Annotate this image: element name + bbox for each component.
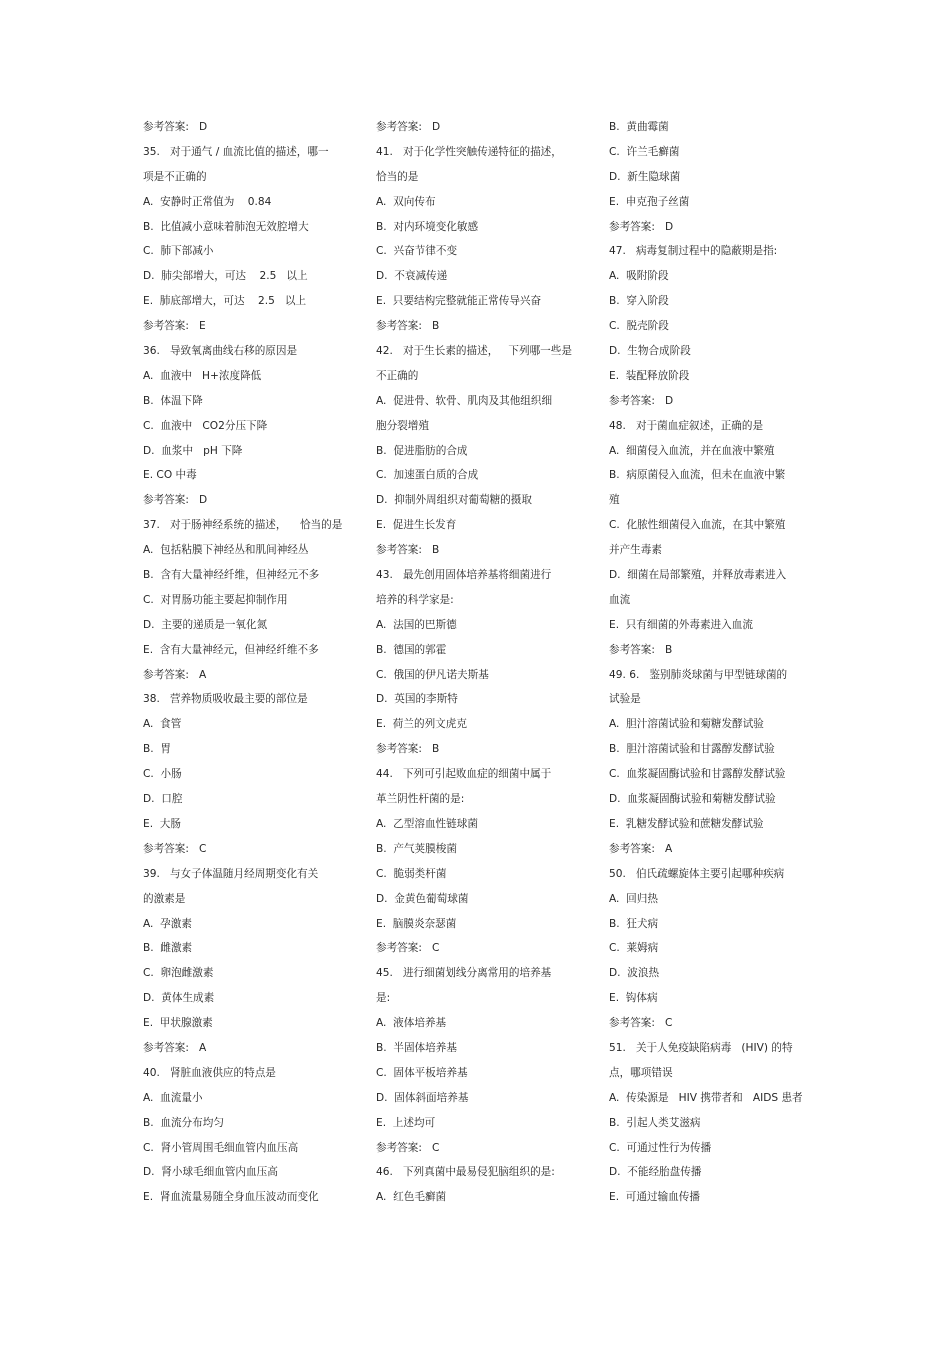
text-line: C. 俄国的伊凡诺夫斯基 bbox=[376, 668, 489, 681]
text-line: D. 生物合成阶段 bbox=[609, 345, 691, 358]
text-line: E. 钩体病 bbox=[609, 992, 658, 1005]
text-line: 38. 营养物质吸收最主要的部位是 bbox=[143, 693, 308, 706]
text-line: B. 胃 bbox=[143, 743, 171, 756]
text-line: A. 血液中 H+浓度降低 bbox=[143, 369, 262, 382]
text-line: E. 脑膜炎奈瑟菌 bbox=[376, 917, 457, 930]
text-line: B. 雌激素 bbox=[143, 942, 193, 955]
text-line: B. 胆汁溶菌试验和甘露醇发酵试验 bbox=[609, 743, 775, 756]
text-column-left bbox=[143, 117, 368, 1212]
text-line: 血流 bbox=[609, 593, 631, 606]
text-line: 参考答案: B bbox=[376, 320, 440, 333]
text-line: C. 卵泡雌激素 bbox=[143, 967, 214, 980]
text-line: 胞分裂增殖 bbox=[376, 419, 429, 432]
text-line: E. 荷兰的列文虎克 bbox=[376, 718, 467, 731]
text-line: 革兰阴性杆菌的是: bbox=[376, 793, 465, 806]
text-line: 殖 bbox=[609, 494, 620, 507]
text-line: 参考答案: D bbox=[609, 394, 674, 407]
text-line: 36. 导致氧离曲线右移的原因是 bbox=[143, 345, 298, 358]
text-line: E. 大肠 bbox=[143, 817, 181, 830]
text-line: 参考答案: A bbox=[143, 1041, 207, 1054]
text-line: A. 胆汁溶菌试验和菊糖发酵试验 bbox=[609, 718, 764, 731]
text-line: 点，哪项错误 bbox=[609, 1066, 673, 1079]
text-line: 参考答案: C bbox=[143, 842, 207, 855]
text-line: E. 装配释放阶段 bbox=[609, 369, 690, 382]
text-line: B. 穿入阶段 bbox=[609, 295, 669, 308]
text-line: B. 病原菌侵入血流，但未在血液中繁 bbox=[609, 469, 786, 482]
text-line: 42. 对于生长素的描述， 下列哪一些是 bbox=[376, 345, 572, 358]
text-line: 试验是 bbox=[609, 693, 641, 706]
text-line: 47. 病毒复制过程中的隐蔽期是指: bbox=[609, 245, 778, 258]
text-line: 参考答案: D bbox=[609, 220, 674, 233]
text-column-right bbox=[609, 117, 809, 1212]
text-line: A. 安静时正常值为 0.84 bbox=[143, 195, 272, 208]
text-line: B. 含有大量神经纤维，但神经元不多 bbox=[143, 569, 320, 582]
text-line: A. 红色毛癣菌 bbox=[376, 1191, 447, 1204]
text-line: D. 不衰减传递 bbox=[376, 270, 448, 283]
text-line: B. 血流分布均匀 bbox=[143, 1116, 224, 1129]
text-line: 参考答案: C bbox=[609, 1017, 673, 1030]
text-line: A. 吸附阶段 bbox=[609, 270, 669, 283]
text-line: B. 产气荚膜梭菌 bbox=[376, 842, 457, 855]
text-line: E. 可通过输血传播 bbox=[609, 1191, 700, 1204]
text-line: B. 对内环境变化敏感 bbox=[376, 220, 479, 233]
text-line: C. 可通过性行为传播 bbox=[609, 1141, 712, 1154]
text-line: A. 乙型溶血性链球菌 bbox=[376, 817, 478, 830]
text-line: D. 抑制外周组织对葡萄糖的摄取 bbox=[376, 494, 532, 507]
text-line: C. 固体平板培养基 bbox=[376, 1066, 468, 1079]
text-line: 51. 关于人免疫缺陷病毒 (HIV) 的特 bbox=[609, 1041, 793, 1054]
text-line: A. 孕激素 bbox=[143, 917, 192, 930]
text-line: 项是不正确的 bbox=[143, 170, 207, 183]
text-line: 并产生毒素 bbox=[609, 544, 662, 557]
text-line: 41. 对于化学性突触传递特征的描述， bbox=[376, 145, 562, 158]
text-line: E. 乳糖发酵试验和蔗糖发酵试验 bbox=[609, 817, 764, 830]
text-line: 参考答案: C bbox=[376, 1141, 440, 1154]
text-line: E. 肾血流量易随全身血压波动而变化 bbox=[143, 1191, 319, 1204]
text-line: D. 口腔 bbox=[143, 793, 183, 806]
text-line: C. 化脓性细菌侵入血流，在其中繁殖 bbox=[609, 519, 786, 532]
text-line: 是: bbox=[376, 992, 391, 1005]
text-line: 参考答案: C bbox=[376, 942, 440, 955]
text-line: B. 德国的郭霍 bbox=[376, 643, 447, 656]
text-line: 37. 对于肠神经系统的描述， 恰当的是 bbox=[143, 519, 343, 532]
text-line: 的激素是 bbox=[143, 892, 186, 905]
text-line: C. 莱姆病 bbox=[609, 942, 659, 955]
text-line: D. 肺尖部增大，可达 2.5 以上 bbox=[143, 270, 308, 283]
text-line: E. CO 中毒 bbox=[143, 469, 197, 482]
text-line: A. 促进骨、软骨、肌肉及其他组织细 bbox=[376, 394, 553, 407]
text-line: C. 肺下部减小 bbox=[143, 245, 214, 258]
text-column-middle bbox=[376, 117, 601, 1212]
text-line: D. 金黄色葡萄球菌 bbox=[376, 892, 469, 905]
text-line: D. 细菌在局部繁殖，并释放毒素进入 bbox=[609, 569, 787, 582]
text-line: E. 申克孢子丝菌 bbox=[609, 195, 690, 208]
text-line: D. 黄体生成素 bbox=[143, 992, 215, 1005]
text-line: 40. 肾脏血液供应的特点是 bbox=[143, 1066, 276, 1079]
text-line: A. 双向传布 bbox=[376, 195, 436, 208]
text-line: D. 血浆中 pH 下降 bbox=[143, 444, 243, 457]
text-line: 不正确的 bbox=[376, 369, 419, 382]
text-line: C. 许兰毛癣菌 bbox=[609, 145, 680, 158]
text-line: B. 促进脂肪的合成 bbox=[376, 444, 468, 457]
text-line: 参考答案: D bbox=[143, 494, 208, 507]
text-line: 参考答案: B bbox=[609, 643, 673, 656]
text-line: D. 英国的李斯特 bbox=[376, 693, 458, 706]
text-line: 50. 伯氏疏螺旋体主要引起哪种疾病 bbox=[609, 867, 785, 880]
text-line: A. 血流量小 bbox=[143, 1091, 203, 1104]
text-line: A. 细菌侵入血流，并在血液中繁殖 bbox=[609, 444, 775, 457]
text-line: E. 促进生长发育 bbox=[376, 519, 457, 532]
text-line: D. 波浪热 bbox=[609, 967, 660, 980]
text-line: D. 血浆凝固酶试验和菊糖发酵试验 bbox=[609, 793, 776, 806]
text-line: 48. 对于菌血症叙述，正确的是 bbox=[609, 419, 764, 432]
text-line: 参考答案: E bbox=[143, 320, 206, 333]
text-line: C. 加速蛋白质的合成 bbox=[376, 469, 479, 482]
text-line: B. 黄曲霉菌 bbox=[609, 121, 669, 133]
text-line: D. 肾小球毛细血管内血压高 bbox=[143, 1166, 278, 1179]
text-line: D. 新生隐球菌 bbox=[609, 170, 681, 183]
text-line: C. 脱壳阶段 bbox=[609, 320, 669, 333]
text-line: C. 小肠 bbox=[143, 768, 182, 781]
text-line: E. 上述均可 bbox=[376, 1116, 436, 1129]
text-line: E. 只有细菌的外毒素进入血流 bbox=[609, 618, 753, 631]
text-line: D. 主要的递质是一氧化氮 bbox=[143, 618, 268, 631]
text-line: 44. 下列可引起败血症的细菌中属于 bbox=[376, 768, 552, 781]
text-line: A. 液体培养基 bbox=[376, 1017, 447, 1030]
text-line: C. 肾小管周围毛细血管内血压高 bbox=[143, 1141, 299, 1154]
text-line: 43. 最先创用固体培养基将细菌进行 bbox=[376, 569, 552, 582]
text-line: 45. 进行细菌划线分离常用的培养基 bbox=[376, 967, 552, 980]
text-line: 恰当的是 bbox=[376, 170, 419, 183]
text-line: B. 引起人类艾滋病 bbox=[609, 1116, 701, 1129]
text-line: A. 回归热 bbox=[609, 892, 658, 905]
text-line: C. 脆弱类杆菌 bbox=[376, 867, 447, 880]
text-line: C. 兴奋节律不变 bbox=[376, 245, 458, 258]
text-line: 参考答案: B bbox=[376, 544, 440, 557]
text-line: 参考答案: A bbox=[143, 668, 207, 681]
text-line: 参考答案: A bbox=[609, 842, 673, 855]
text-line: E. 肺底部增大，可达 2.5 以上 bbox=[143, 295, 307, 308]
text-line: C. 血浆凝固酶试验和甘露醇发酵试验 bbox=[609, 768, 786, 781]
text-line: 参考答案: B bbox=[376, 743, 440, 756]
text-line: D. 固体斜面培养基 bbox=[376, 1091, 469, 1104]
text-line: B. 比值减小意味着肺泡无效腔增大 bbox=[143, 220, 309, 233]
text-line: E. 甲状腺激素 bbox=[143, 1017, 213, 1030]
text-line: 参考答案: D bbox=[143, 121, 208, 133]
text-line: 参考答案: D bbox=[376, 121, 441, 133]
text-line: A. 法国的巴斯德 bbox=[376, 618, 457, 631]
text-line: 35. 对于通气 / 血流比值的描述，哪一 bbox=[143, 145, 329, 158]
text-line: B. 狂犬病 bbox=[609, 917, 659, 930]
text-line: E. 含有大量神经元，但神经纤维不多 bbox=[143, 643, 319, 656]
text-line: 49. 6. 鉴别肺炎球菌与甲型链球菌的 bbox=[609, 668, 788, 681]
text-line: A. 食管 bbox=[143, 718, 182, 731]
text-line: 46. 下列真菌中最易侵犯脑组织的是: bbox=[376, 1166, 555, 1179]
text-line: E. 只要结构完整就能正常传导兴奋 bbox=[376, 295, 542, 308]
text-line: C. 对胃肠功能主要起抑制作用 bbox=[143, 593, 288, 606]
text-line: B. 半固体培养基 bbox=[376, 1041, 457, 1054]
text-line: A. 包括粘膜下神经丛和肌间神经丛 bbox=[143, 544, 309, 557]
text-line: C. 血液中 CO2分压下降 bbox=[143, 419, 268, 432]
text-line: B. 体温下降 bbox=[143, 394, 203, 407]
text-line: D. 不能经胎盘传播 bbox=[609, 1166, 702, 1179]
text-line: A. 传染源是 HIV 携带者和 AIDS 患者 bbox=[609, 1091, 803, 1104]
text-line: 培养的科学家是: bbox=[376, 593, 454, 606]
text-line: 39. 与女子体温随月经周期变化有关 bbox=[143, 867, 319, 880]
